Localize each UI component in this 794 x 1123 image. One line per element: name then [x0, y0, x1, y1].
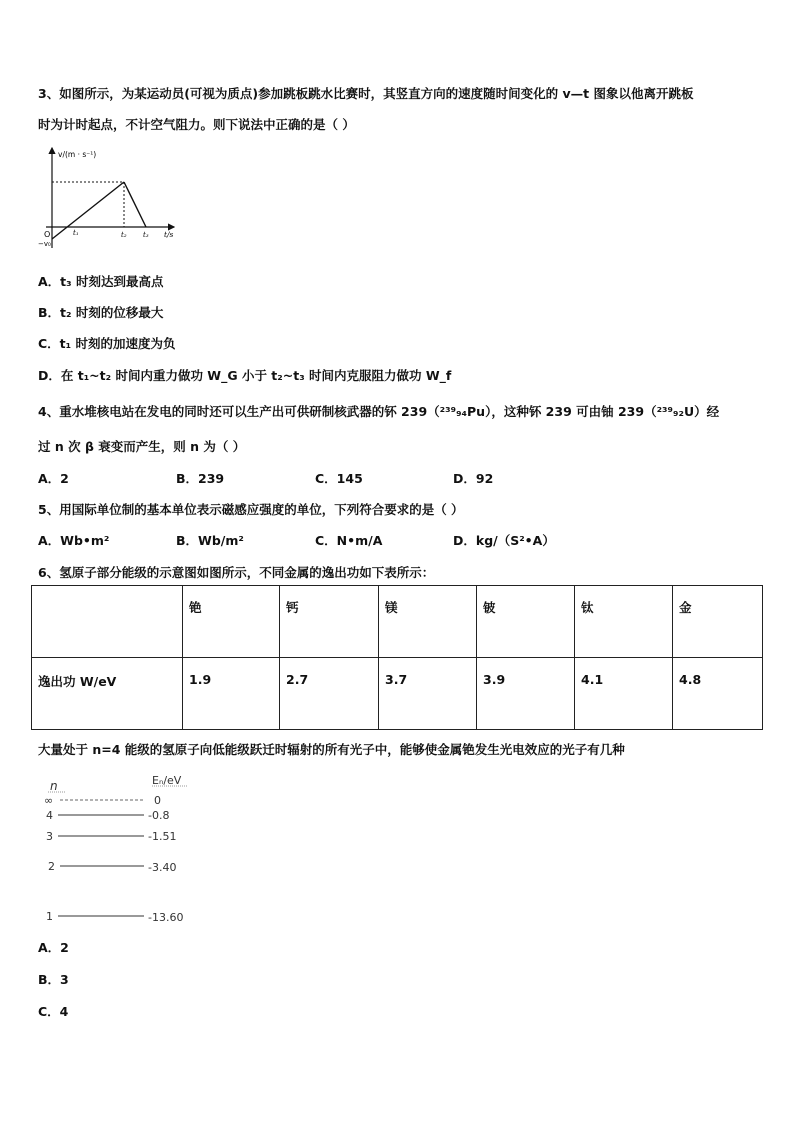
q3-option-a[interactable]: A．t₃ 时刻达到最高点 [38, 274, 164, 289]
q3-stem-line1: 3、如图所示，为某运动员(可视为质点)参加跳板跳水比赛时，其竖直方向的速度随时间变化的 v—t 图象以他离开跳板 [38, 86, 694, 101]
energy-level-diagram [40, 770, 200, 930]
q3-stem-line2: 时为计时起点，不计空气阻力。则下说法中正确的是（ ） [38, 117, 355, 132]
v-axis-label: v/(m · s⁻¹) [58, 150, 97, 159]
t3-label: t₃ [143, 231, 149, 239]
table-header-cell: 铯 [183, 586, 280, 658]
table-cell: 4.8 [673, 658, 763, 730]
table-header-cell: 钛 [575, 586, 673, 658]
table-header-cell: 镁 [379, 586, 477, 658]
q3-option-d[interactable]: D．在 t₁~t₂ 时间内重力做功 W_G 小于 t₂~t₃ 时间内克服阻力做功 W_f [38, 368, 452, 383]
q5-option-a[interactable]: A．Wb•m² [38, 533, 110, 548]
level-n-2: 2 [48, 860, 55, 873]
q6-option-b[interactable]: B．3 [38, 972, 69, 987]
table-cell: 3.9 [477, 658, 575, 730]
level-e-3: -1.51 [148, 830, 177, 843]
table-header-cell [32, 586, 183, 658]
t2-label: t₂ [121, 231, 127, 239]
table-cell: 1.9 [183, 658, 280, 730]
table-cell: 逸出功 W/eV [32, 658, 183, 730]
q4-option-b[interactable]: B．239 [176, 471, 225, 486]
velocity-line-rise [52, 182, 124, 239]
q6-question-line: 大量处于 n=4 能级的氢原子向低能级跃迁时辐射的所有光子中，能够使金属铯发生光电效应的光子有几种 [38, 742, 625, 757]
q3-option-b[interactable]: B．t₂ 时刻的位移最大 [38, 305, 164, 320]
level-e-1: -13.60 [148, 911, 184, 924]
t1-label: t₁ [73, 229, 79, 237]
level-e-2: -3.40 [148, 861, 177, 874]
q4-option-d[interactable]: D．92 [453, 471, 494, 486]
table-header-cell: 金 [673, 586, 763, 658]
neg-v0-label: −v₀ [38, 240, 51, 248]
work-function-table [31, 585, 763, 730]
q6-option-a[interactable]: A．2 [38, 940, 69, 955]
q6-stem: 6、氢原子部分能级的示意图如图所示，不同金属的逸出功如下表所示： [38, 565, 435, 580]
level-n-inf: ∞ [44, 794, 54, 807]
level-e-4: -0.8 [148, 809, 170, 822]
n-axis-label: n [50, 779, 58, 793]
q5-stem: 5、用国际单位制的基本单位表示磁感应强度的单位，下列符合要求的是（ ） [38, 502, 464, 517]
table-row [32, 658, 763, 730]
level-n-3: 3 [46, 830, 53, 843]
table-header-row [32, 586, 763, 658]
level-e-inf: 0 [154, 794, 161, 807]
q4-option-c[interactable]: C．145 [315, 471, 363, 486]
level-n-4: 4 [46, 809, 53, 822]
velocity-line-fall [124, 182, 146, 227]
origin-label: O [44, 230, 51, 239]
table-header-cell: 钙 [280, 586, 379, 658]
table-cell: 4.1 [575, 658, 673, 730]
q5-option-d[interactable]: D．kg/（S²•A） [453, 533, 555, 548]
table-header-cell: 铍 [477, 586, 575, 658]
q6-option-c[interactable]: C．4 [38, 1004, 69, 1019]
q4-stem-line2: 过 n 次 β 衰变而产生，则 n 为（ ） [38, 439, 246, 454]
q4-stem-line1: 4、重水堆核电站在发电的同时还可以生产出可供研制核武器的钚 239（²³⁹₉₄Pu），这种钚 239 可由铀 239（²³⁹₉₂U）经 [38, 404, 720, 419]
q3-option-c[interactable]: C．t₁ 时刻的加速度为负 [38, 336, 176, 351]
energy-axis-label: Eₙ/eV [152, 774, 182, 787]
level-n-1: 1 [46, 910, 53, 923]
t-axis-label: t/s [164, 230, 174, 239]
vt-graph [36, 142, 186, 254]
table-cell: 3.7 [379, 658, 477, 730]
q4-option-a[interactable]: A．2 [38, 471, 69, 486]
q5-option-b[interactable]: B．Wb/m² [176, 533, 244, 548]
table-cell: 2.7 [280, 658, 379, 730]
q5-option-c[interactable]: C．N•m/A [315, 533, 383, 548]
